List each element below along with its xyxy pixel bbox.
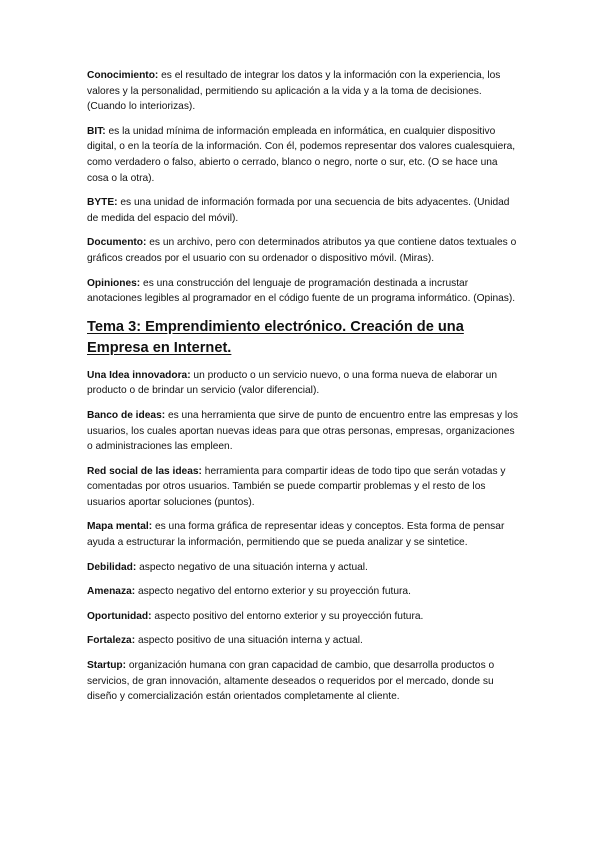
definition-documento <box>87 235 519 266</box>
definition-mapa-mental <box>87 519 519 550</box>
definition-oportunidad <box>87 609 519 625</box>
definition-debilidad <box>87 560 519 576</box>
definition-opiniones <box>87 276 519 307</box>
definition-text: es una forma gráfica de representar ideas y conceptos. Esta forma de pensar ayuda a estructurar la información, permitiendo que se pueda analizar y se sintetice. <box>87 521 505 549</box>
term-label: BIT: <box>87 125 106 137</box>
term-label: Mapa mental: <box>87 521 153 533</box>
term-label: Una Idea innovadora: <box>87 369 191 381</box>
definition-byte <box>87 195 519 226</box>
definition-text: aspecto negativo de una situación interna y actual. <box>136 561 368 573</box>
definition-text: es una construcción del lenguaje de programación destinada a incrustar anotaciones legibles al programador en el código fuente de un programa informático. (Opinas). <box>87 277 516 305</box>
definition-banco-de-ideas <box>87 408 519 455</box>
definition-text: es una unidad de información formada por una secuencia de bits adyacentes. (Unidad de medida del espacio del móvil). <box>87 197 510 224</box>
definition-startup <box>87 658 519 705</box>
definition-text: organización humana con gran capacidad de cambio, que desarrolla productos o servicios, de gran innovación, altamente deseados o requeridos por el mercado, donde su diseño y comercialización están orientados completamente al cliente. <box>87 660 495 703</box>
section-heading: Tema 3: Emprendimiento electrónico. Creación de una Empresa en Internet. <box>87 318 464 356</box>
term-label: Documento: <box>87 237 147 249</box>
definition-text: es un archivo, pero con determinados atributos ya que contiene datos textuales o gráficos creados por el usuario con su ordenador o dispositivo móvil. (Miras). <box>87 237 517 264</box>
definition-text: aspecto positivo del entorno exterior y su proyección futura. <box>151 610 424 622</box>
term-label: BYTE: <box>87 197 118 209</box>
term-label: Opiniones: <box>87 277 141 289</box>
term-label: Oportunidad: <box>87 610 152 622</box>
definition-amenaza <box>87 584 519 600</box>
term-label: Conocimiento: <box>87 70 159 81</box>
term-label: Amenaza: <box>87 586 136 598</box>
definition-text: un producto o un servicio nuevo, o una forma nueva de elaborar un producto o de brindar un servicio (valor diferencial). <box>87 369 497 397</box>
term-label: Startup: <box>87 660 127 672</box>
definition-text: es el resultado de integrar los datos y la información con la experiencia, los valores y la personalidad, permitiendo su aplicación a la vida y a la toma de decisiones. (Cuando lo interiorizas). <box>87 70 501 113</box>
definition-idea-innovadora <box>87 368 519 399</box>
term-label: Debilidad: <box>87 561 137 573</box>
definition-text: es la unidad mínima de información empleada en informática, en cualquier dispositivo digital, o en la teoría de la información. Con él, podemos representar dos valores cualesquiera, como verdadero o falso, abierto o cerrado, blanco o negro, norte o sur, etc. (O se hace una cosa o la otra). <box>87 125 516 184</box>
term-label: Fortaleza: <box>87 635 136 647</box>
definition-text: aspecto negativo del entorno exterior y su proyección futura. <box>135 586 411 598</box>
term-label: Red social de las ideas: <box>87 465 202 477</box>
document-page <box>87 68 519 714</box>
definition-red-social-ideas <box>87 464 519 511</box>
definition-conocimiento <box>87 68 519 115</box>
term-label: Banco de ideas: <box>87 409 166 421</box>
definition-fortaleza <box>87 633 519 649</box>
definition-text: herramienta para compartir ideas de todo tipo que serán votadas y comentadas por otros usuarios. También se puede compartir problemas y el resto de los usuarios aportar soluciones (puntos). <box>87 465 506 508</box>
definition-text: aspecto positivo de una situación interna y actual. <box>135 635 363 647</box>
definition-text: es una herramienta que sirve de punto de encuentro entre las empresas y los usuarios, los cuales aportan nuevas ideas para que otras personas, empresas, organizaciones o administraciones las empleen. <box>87 409 518 453</box>
definition-bit <box>87 124 519 186</box>
